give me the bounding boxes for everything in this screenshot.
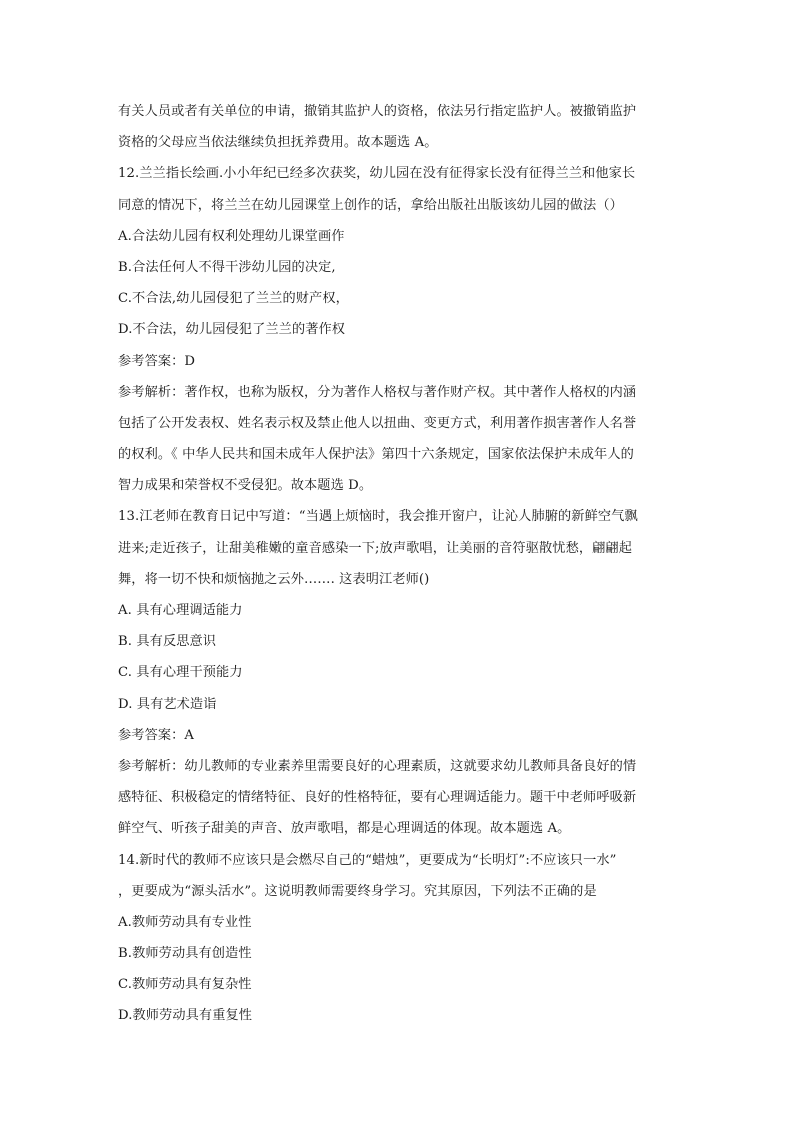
option-b: B. 具有反思意识: [118, 634, 217, 650]
explanation: 鲜空气、听孩子甜美的声音、放声歌唱，都是心理调适的体现。故本题选 A。: [118, 821, 571, 837]
question-12-stem: 同意的情况下，将兰兰在幼儿园课堂上创作的话，拿给出版社出版该幼儿园的做法（）: [118, 197, 623, 213]
answer: 参考答案：D: [118, 353, 196, 369]
option-d: D.不合法，幼儿园侵犯了兰兰的著作权: [118, 322, 346, 338]
explanation: 智力成果和荣誉权不受侵犯。故本题选 D。: [118, 478, 373, 494]
option-b: B.教师劳动具有创造性: [118, 946, 252, 962]
explanation: 的权利。《 中华人民共和国未成年人保护法》第四十六条规定，国家依法保护未成年人的: [118, 447, 634, 463]
question-14-stem: ，更要成为“源头活水”。这说明教师需要终身学习。究其原因，下列法不正确的是: [118, 883, 597, 899]
option-a: A. 具有心理调适能力: [118, 603, 243, 618]
option-a: A.合法幼儿园有权利处理幼儿课堂画作: [118, 228, 345, 244]
option-a: A.教师劳动具有专业性: [118, 914, 252, 930]
question-13-stem: 进来;走近孩子，让甜美稚嫩的童音感染一下;放声歌唱，让美丽的音符驱散忧愁，翩翩起: [118, 540, 633, 556]
option-c: C.教师劳动具有复杂性: [118, 977, 252, 993]
text-line: 有关人员或者有关单位的申请，撤销其监护人的资格，依法另行指定监护人。被撤销监护: [118, 104, 637, 119]
question-12-stem: 12.兰兰指长绘画.小小年纪已经多次获奖，幼儿园在没有征得家长没有征得兰兰和他家长: [118, 166, 636, 182]
option-c: C.不合法,幼儿园侵犯了兰兰的财产权，: [118, 291, 349, 307]
explanation: 参考解析：著作权，也称为版权，分为著作人格权与著作财产权。其中著作人格权的内涵: [118, 384, 637, 400]
question-13-stem: 13.江老师在教育日记中写道：“当遇上烦恼时，我会推开窗户，让沁人肺腑的新鲜空气飘: [118, 509, 638, 525]
option-c: C. 具有心理干预能力: [118, 665, 243, 681]
option-d: D.教师劳动具有重复性: [118, 1008, 253, 1024]
question-13-stem: 舞，将一切不快和烦恼抛之云外……. 这表明江老师(): [118, 571, 430, 587]
option-d: D. 具有艺术造诣: [118, 696, 217, 712]
answer: 参考答案：A: [118, 727, 195, 743]
document-page: [118, 96, 680, 1032]
option-b: B.合法任何人不得干涉幼儿园的决定,: [118, 259, 336, 275]
explanation: 包括了公开发表权、姓名表示权及禁止他人以扭曲、变更方式，利用著作损害著作人名誉: [118, 415, 637, 431]
question-14-stem: 14.新时代的教师不应该只是会燃尽自己的“蜡烛”，更要成为“长明灯”:不应该只一水”: [118, 852, 617, 868]
text-line: 资格的父母应当依法继续负担抚养费用。故本题选 A。: [118, 135, 438, 151]
explanation: 感特征、积极稳定的情绪特征、良好的性格特征，要有心理调适能力。题干中老师呼吸新: [118, 790, 637, 806]
explanation: 参考解析：幼儿教师的专业素养里需要良好的心理素质，这就要求幼儿教师具备良好的情: [118, 758, 637, 774]
